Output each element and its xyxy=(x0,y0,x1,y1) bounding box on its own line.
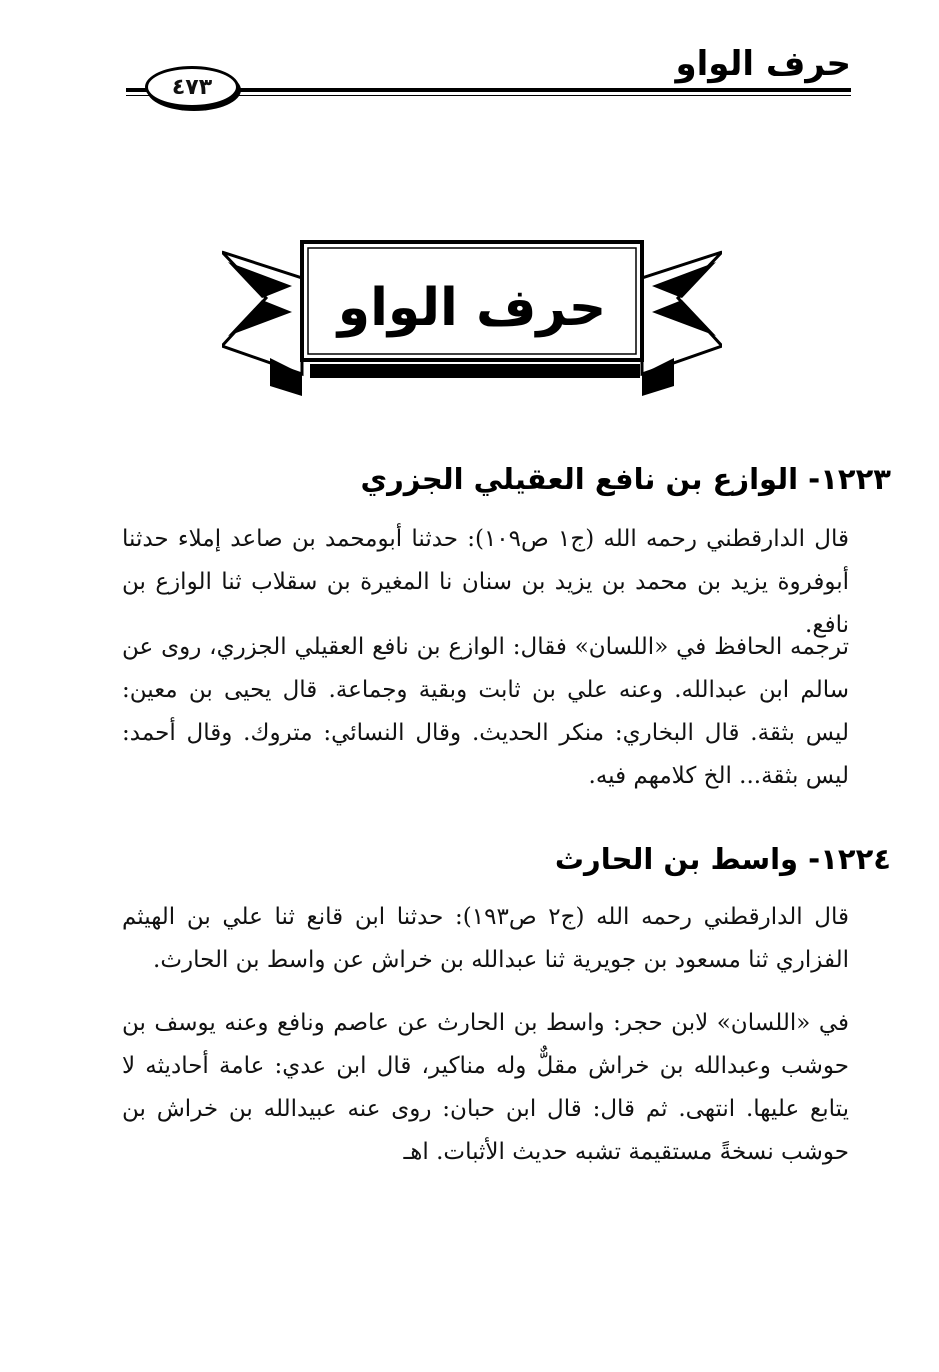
entry-heading-1223: ١٢٢٣- الوازع بن نافع العقيلي الجزري xyxy=(360,462,891,496)
running-header-title: حرف الواو xyxy=(675,44,851,84)
entry-1223-paragraph-1: قال الدارقطني رحمه الله (ج١ ص١٠٩): حدثنا أبومحمد بن صاعد إملاء حدثنا أبوفروة يزيد بن محمد بن يزيد بن سنان نا المغيرة بن سقلاب ثنا الوازع بن نافع. xyxy=(122,526,849,638)
page-number-badge: ٤٧٣ xyxy=(145,66,239,108)
entry-1224-paragraph-1: قال الدارقطني رحمه الله (ج٢ ص١٩٣): حدثنا ابن قانع ثنا علي بن الهيثم الفزاري ثنا مسعود بن جويرية ثنا عبدالله بن خراش عن واسط بن الحارث. xyxy=(122,904,849,973)
banner-title: حرف الواو xyxy=(337,278,607,338)
entry-1224-paragraph-2: في «اللسان» لابن حجر: واسط بن الحارث عن عاصم ونافع وعنه يوسف بن حوشب وعبدالله بن خراش مقلٌّ وله مناكير، قال ابن عدي: عامة أحاديثه لا يتابع عليها. انتهى. ثم قال: قال ابن حبان: روى عنه عبيدالله بن خراش بن حوشب نسخةً مستقيمة تشبه حديث الأثبات. اهـ xyxy=(122,1010,849,1165)
entry-1223-paragraph-2: ترجمه الحافظ في «اللسان» فقال: الوازع بن نافع العقيلي الجزري، روى عن سالم ابن عبدالله. وعنه علي بن ثابت وبقية وجماعة. قال يحيى بن معين: ليس بثقة. قال البخاري: منكر الحديث. وقال النسائي: متروك. وقال أحمد: ليس بثقة... الخ كلامهم فيه. xyxy=(122,634,849,789)
chapter-banner xyxy=(222,228,722,396)
entry-heading-1224: ١٢٢٤- واسط بن الحارث xyxy=(554,842,891,876)
